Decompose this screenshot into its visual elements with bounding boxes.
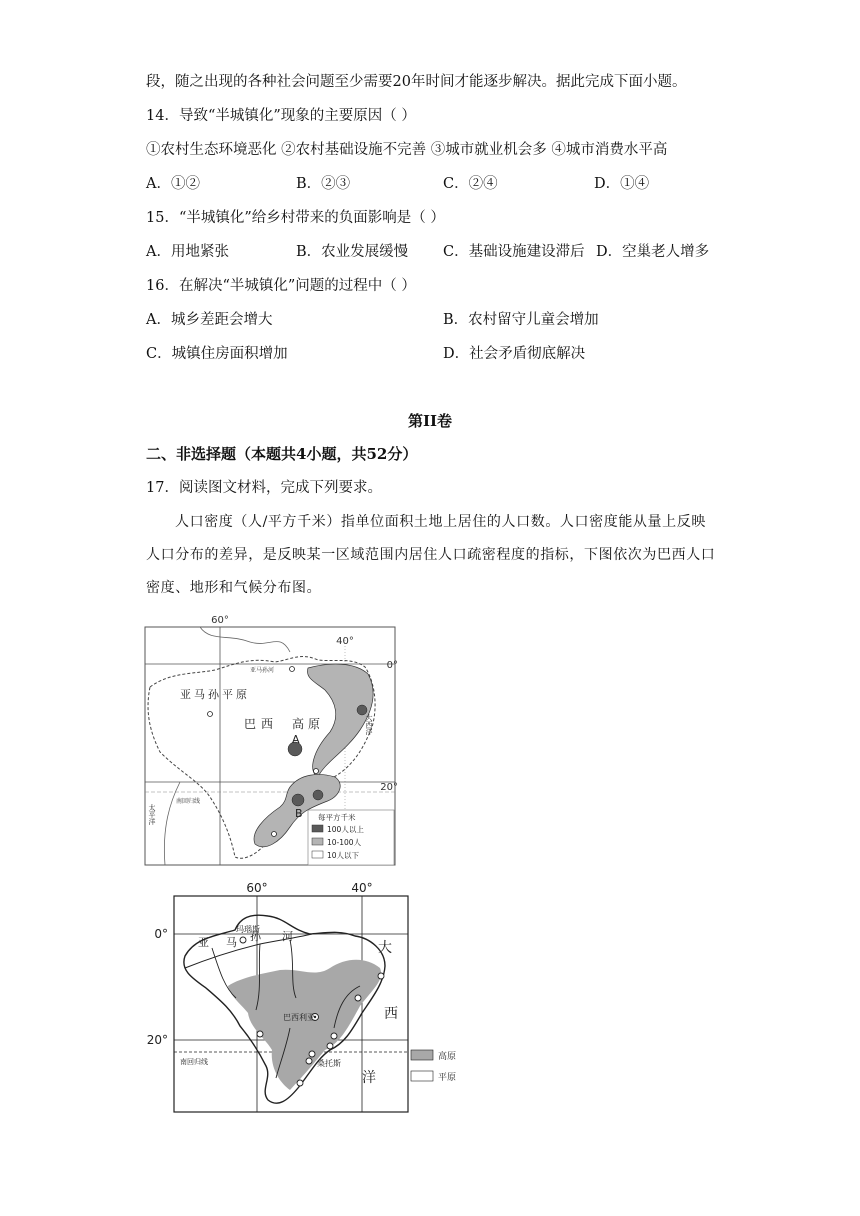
- map2-ocean-char-1: 大: [378, 940, 392, 956]
- map1-plateau-label: 高原: [292, 717, 325, 731]
- map2-legend-swatch-plain: [411, 1071, 433, 1081]
- map2-river-char-3: 孙: [250, 930, 261, 943]
- map2-legend-plateau: 高原: [438, 1052, 457, 1062]
- q14-option-d[interactable]: D．①④: [594, 176, 650, 192]
- map2-santos-label: 桑托斯: [317, 1059, 341, 1068]
- map1-lat-20-label: 20°: [380, 782, 398, 793]
- question-14: 14．导致“半城镇化”现象的主要原因（ ）: [146, 108, 416, 124]
- map2-river-char-4: 河: [282, 930, 293, 943]
- map1-legend-title: 每平方千米: [318, 813, 356, 822]
- map2-city-recife: [378, 973, 384, 979]
- q14-option-b[interactable]: B．②③: [296, 176, 351, 192]
- map2-lat-20-label: 20°: [146, 1033, 168, 1047]
- population-density-map: [140, 612, 402, 870]
- part-two-heading: 二、非选择题（本题共4小题，共52分）: [146, 445, 418, 463]
- map2-legend-swatch-plateau: [411, 1050, 433, 1060]
- map2-brasilia-label: 巴西利亚: [283, 1013, 315, 1022]
- intro-tail-text: 段，随之出现的各种社会问题至少需要20年时间才能逐步解决。据此完成下面小题。: [146, 74, 687, 90]
- map1-tropic-label: 南回归线: [176, 798, 201, 805]
- section-title: 第II卷: [407, 412, 453, 430]
- map1-legend-high: 100人以上: [327, 825, 364, 834]
- q14-option-c[interactable]: C．②④: [443, 176, 498, 192]
- map2-city-santos: [306, 1058, 312, 1064]
- map1-legend: [308, 810, 394, 865]
- question-16: 16．在解决“半城镇化”问题的过程中（ ）: [146, 278, 416, 294]
- map1-lat-0-label: 0°: [386, 660, 398, 671]
- map2-ocean-char-2: 西: [384, 1006, 398, 1022]
- map2-city-south: [297, 1080, 303, 1086]
- map1-legend-swatch-mid: [312, 838, 323, 845]
- map1-plain-label: 亚马孙平原: [180, 688, 250, 701]
- map1-river-label: 亚马孙河: [250, 667, 275, 674]
- map2-city-sp: [327, 1043, 333, 1049]
- question-15: 15．“半城镇化”给乡村带来的负面影响是（ ）: [146, 210, 445, 226]
- map1-lon-60-label: 60°: [211, 615, 229, 626]
- material-paragraph: 人口密度（人/平方千米）指单位面积土地上居住的人口数。人口密度能从量上反映人口分布的差异，是反映某一区域范围内居住人口疏密程度的指标，下图依次为巴西人口密度、地形和气候分布图。: [146, 514, 716, 596]
- map1-legend-swatch-low: [312, 851, 323, 858]
- map2-city-rio: [331, 1033, 337, 1039]
- question-14-items: ①农村生态环境恶化 ②农村基础设施不完善 ③城市就业机会多 ④城市消费水平高: [146, 142, 668, 158]
- map2-lon-40-label: 40°: [351, 881, 373, 895]
- q14-option-a[interactable]: A．①②: [146, 176, 200, 192]
- q16-option-b[interactable]: B．农村留守儿童会增加: [443, 312, 599, 328]
- map2-city-santos-near: [309, 1051, 315, 1057]
- map2-river-char-1: 亚: [198, 936, 209, 949]
- map2-legend: [411, 1050, 456, 1083]
- question-17: 17．阅读图文材料，完成下列要求。: [146, 480, 382, 496]
- q16-option-c[interactable]: C．城镇住房面积增加: [146, 346, 288, 362]
- map1-legend-mid: 10-100人: [327, 838, 362, 847]
- terrain-map: [140, 878, 472, 1116]
- map1-city-belem: [290, 667, 295, 672]
- map2-tropic-label: 南回归线: [180, 1058, 208, 1066]
- map1-pacific-label: 太平洋: [148, 804, 156, 825]
- map1-point-b-label: B: [295, 807, 303, 820]
- q16-option-d[interactable]: D．社会矛盾彻底解决: [443, 346, 586, 362]
- q15-option-c[interactable]: C．基础设施建设滞后: [443, 244, 585, 260]
- map1-density-high-rio: [313, 790, 323, 800]
- map1-atlantic-label: 大西洋: [365, 714, 373, 735]
- map1-point-a-label: A: [292, 733, 300, 746]
- map1-legend-swatch-high: [312, 825, 323, 832]
- map1-density-high-b: [292, 794, 304, 806]
- map2-manaus-label: 玛瑙斯: [236, 925, 260, 934]
- map2-lat-0-label: 0°: [154, 927, 168, 941]
- map1-country-label: 巴西: [244, 717, 279, 731]
- q15-option-a[interactable]: A．用地紧张: [146, 244, 229, 260]
- map2-city-manaus: [240, 937, 246, 943]
- q15-option-d[interactable]: D．空巢老人增多: [596, 244, 710, 260]
- map2-legend-plain: 平原: [438, 1073, 457, 1083]
- map2-lon-60-label: 60°: [246, 881, 268, 895]
- map2-city-west: [257, 1031, 263, 1037]
- map1-city-bh: [314, 769, 319, 774]
- q15-option-b[interactable]: B．农业发展缓慢: [296, 244, 409, 260]
- map2-ocean-char-3: 洋: [362, 1070, 376, 1086]
- map1-city-south: [272, 832, 277, 837]
- q16-option-a[interactable]: A．城乡差距会增大: [146, 312, 273, 328]
- map1-city-manaus: [208, 712, 213, 717]
- map2-city-salvador: [355, 995, 361, 1001]
- map2-river-char-2: 马: [226, 936, 237, 949]
- map1-lon-40-label: 40°: [336, 636, 354, 647]
- map1-legend-low: 10人以下: [327, 851, 360, 860]
